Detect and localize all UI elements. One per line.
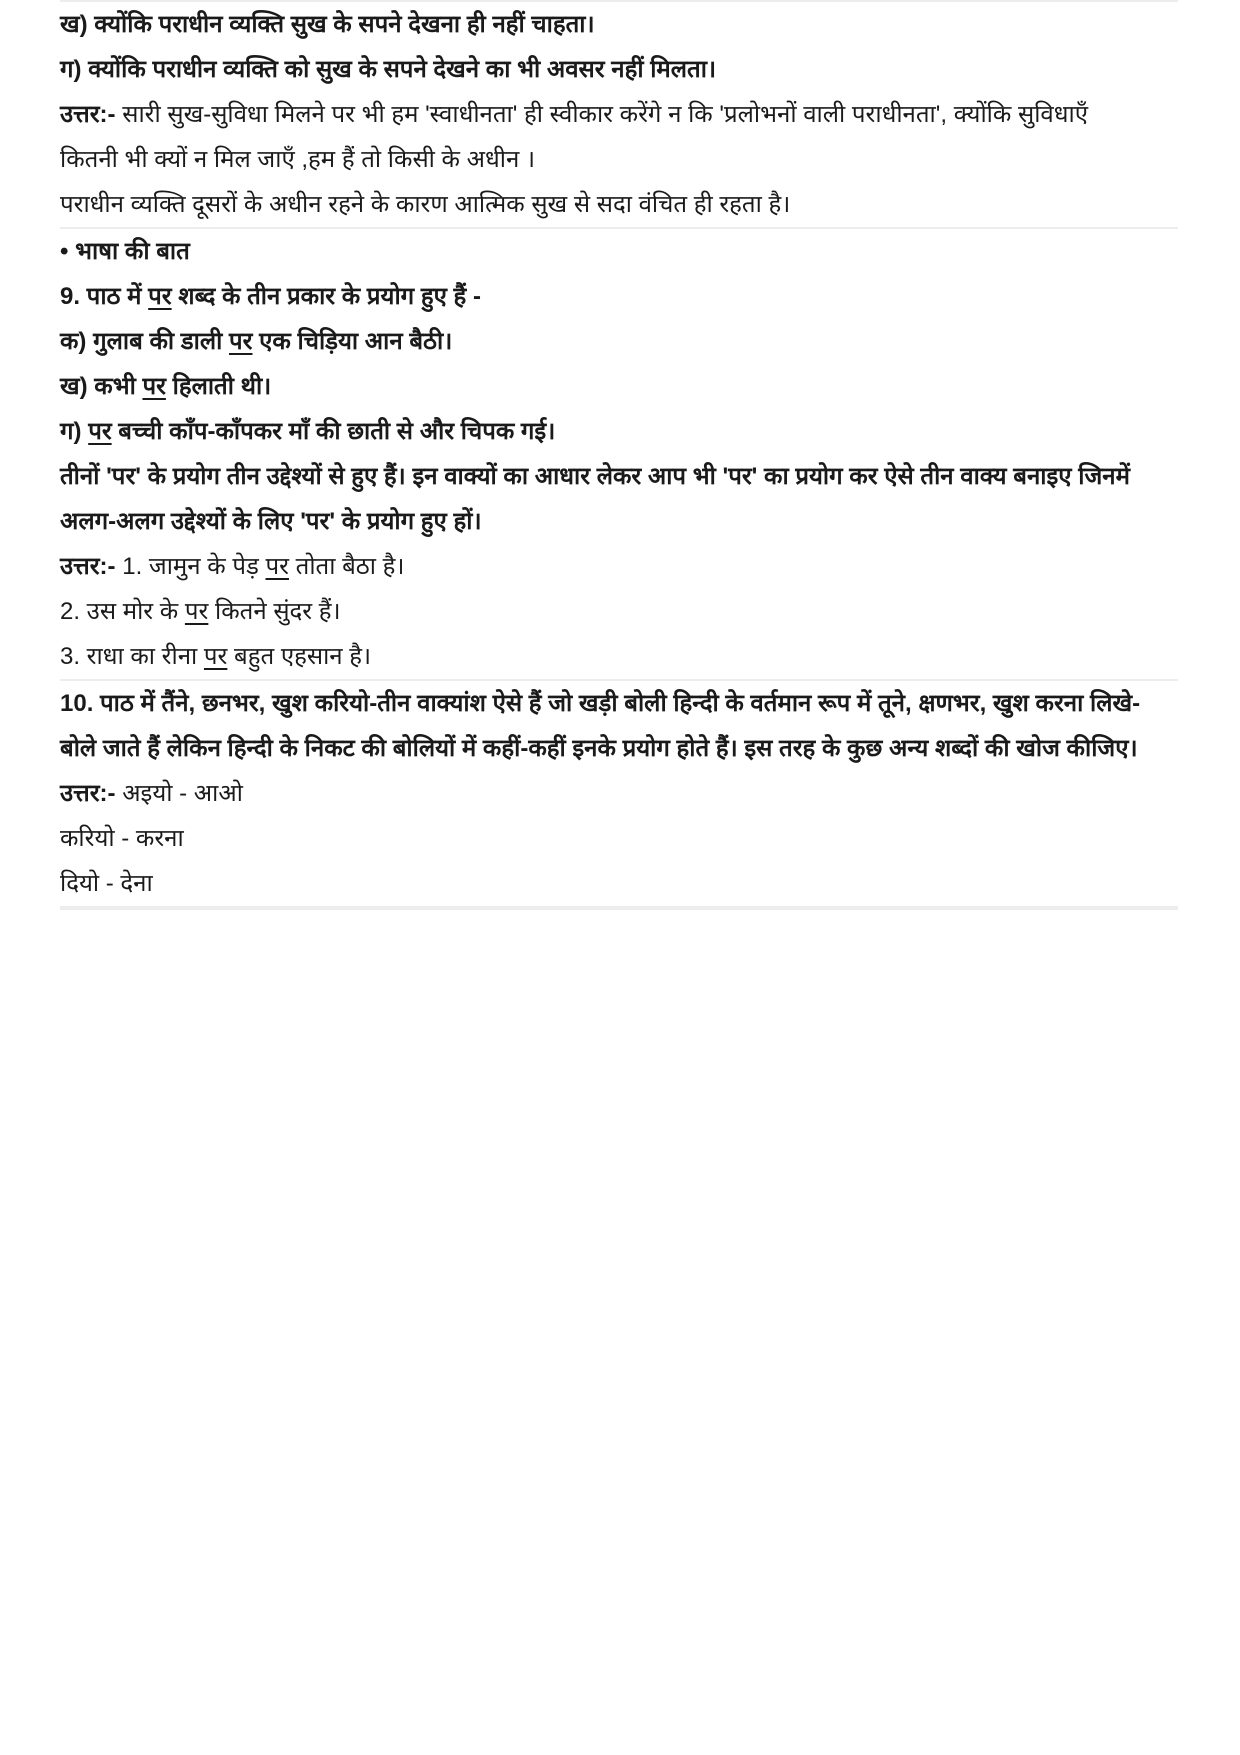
- text-segment: तीनों 'पर' के प्रयोग तीन उद्देश्यों से हुए हैं। इन वाक्यों का आधार लेकर आप भी 'पर' का प्रयोग कर ऐसे तीन वाक्य बनाइए जिनमें: [60, 463, 1130, 490]
- text-segment: 10. पाठ में तैंने, छनभर, खुश करियो-तीन वाक्यांश ऐसे हैं जो खड़ी बोली हिन्दी के वर्तमान रूप में तूने, क्षणभर, खुश करना लिखे-: [60, 690, 1141, 717]
- question-10-line-1: [60, 681, 1178, 726]
- answer-10-line-3: [60, 861, 1178, 906]
- text-segment: ख) क्योंकि पराधीन व्यक्ति सुख के सपने देखना ही नहीं चाहता।: [60, 11, 595, 38]
- underlined-word: पर: [184, 598, 209, 625]
- answer-10-line-1: [60, 771, 1178, 816]
- text-segment: बोले जाते हैं लेकिन हिन्दी के निकट की बोलियों में कहीं-कहीं इनके प्रयोग होते हैं। इस तरह के कुछ अन्य शब्दों की खोज कीजिए।: [60, 735, 1138, 762]
- underlined-word: पर: [142, 373, 166, 400]
- text-segment: करियो - करना: [60, 825, 184, 852]
- text-segment: हिलाती थी।: [165, 373, 272, 400]
- text-segment: सारी सुख-सुविधा मिलने पर भी हम 'स्वाधीनता' ही स्वीकार करेंगे न कि 'प्रलोभनों वाली पराधीनता', क्योंकि सुविधाएँ: [115, 101, 1089, 128]
- text-segment: कितने सुंदर हैं।: [208, 598, 341, 625]
- text-segment: 9. पाठ में: [60, 283, 149, 310]
- underlined-word: पर: [265, 553, 289, 580]
- text-segment: ग) क्योंकि पराधीन व्यक्ति को सुख के सपने देखने का भी अवसर नहीं मिलता।: [60, 56, 717, 83]
- text-segment: दियो - देना: [60, 870, 153, 897]
- section-heading: [60, 229, 1178, 274]
- text-segment: एक चिड़िया आन बैठी।: [252, 328, 453, 355]
- text-segment: कितनी भी क्यों न मिल जाएँ ,हम हैं तो किसी के अधीन ।: [60, 146, 536, 173]
- answer-label: उत्तर:-: [60, 101, 116, 128]
- underlined-word: पर: [88, 418, 112, 445]
- text-segment: • भाषा की बात: [60, 238, 190, 265]
- text-segment: 3. राधा का रीना: [60, 643, 204, 670]
- option-ga: [60, 47, 1178, 92]
- text-segment: पराधीन व्यक्ति दूसरों के अधीन रहने के कारण आत्मिक सुख से सदा वंचित ही रहता है।: [60, 191, 791, 218]
- text-segment: अइयो - आओ: [115, 780, 243, 807]
- text-segment: 2. उस मोर के: [60, 598, 185, 625]
- underlined-word: पर: [203, 643, 228, 670]
- answer-8-line-3: [60, 182, 1178, 227]
- q9-option-ga: [60, 409, 1178, 454]
- underlined-word: पर: [148, 283, 172, 310]
- divider-5: [60, 908, 1178, 910]
- text-segment: तोता बैठा है।: [288, 553, 405, 580]
- underlined-word: पर: [229, 328, 253, 355]
- text-segment: क) गुलाब की डाली: [60, 328, 229, 355]
- q9-option-kha: [60, 364, 1178, 409]
- question-10-line-2: [60, 726, 1178, 771]
- text-segment: शब्द के तीन प्रकार के प्रयोग हुए हैं -: [171, 283, 481, 310]
- q9-instruction-line-2: [60, 499, 1178, 544]
- answer-9-line-3: [60, 634, 1178, 679]
- answer-10-line-2: [60, 816, 1178, 861]
- option-kha: [60, 2, 1178, 47]
- question-9: [60, 274, 1178, 319]
- text-segment: 1. जामुन के पेड़: [115, 553, 266, 580]
- q9-instruction-line-1: [60, 454, 1178, 499]
- answer-8-line-1: [60, 92, 1178, 137]
- text-segment: बच्ची काँप-काँपकर माँ की छाती से और चिपक गई।: [111, 418, 556, 445]
- text-segment: ख) कभी: [60, 373, 143, 400]
- text-segment: बहुत एहसान है।: [227, 643, 372, 670]
- q9-option-ka: [60, 319, 1178, 364]
- answer-9-line-2: [60, 589, 1178, 634]
- answer-8-line-2: [60, 137, 1178, 182]
- text-segment: अलग-अलग उद्देश्यों के लिए 'पर' के प्रयोग हुए हों।: [60, 508, 482, 535]
- answer-9-line-1: [60, 544, 1178, 589]
- answer-label: उत्तर:-: [60, 780, 116, 807]
- text-segment: ग): [60, 418, 89, 445]
- answer-label: उत्तर:-: [60, 553, 116, 580]
